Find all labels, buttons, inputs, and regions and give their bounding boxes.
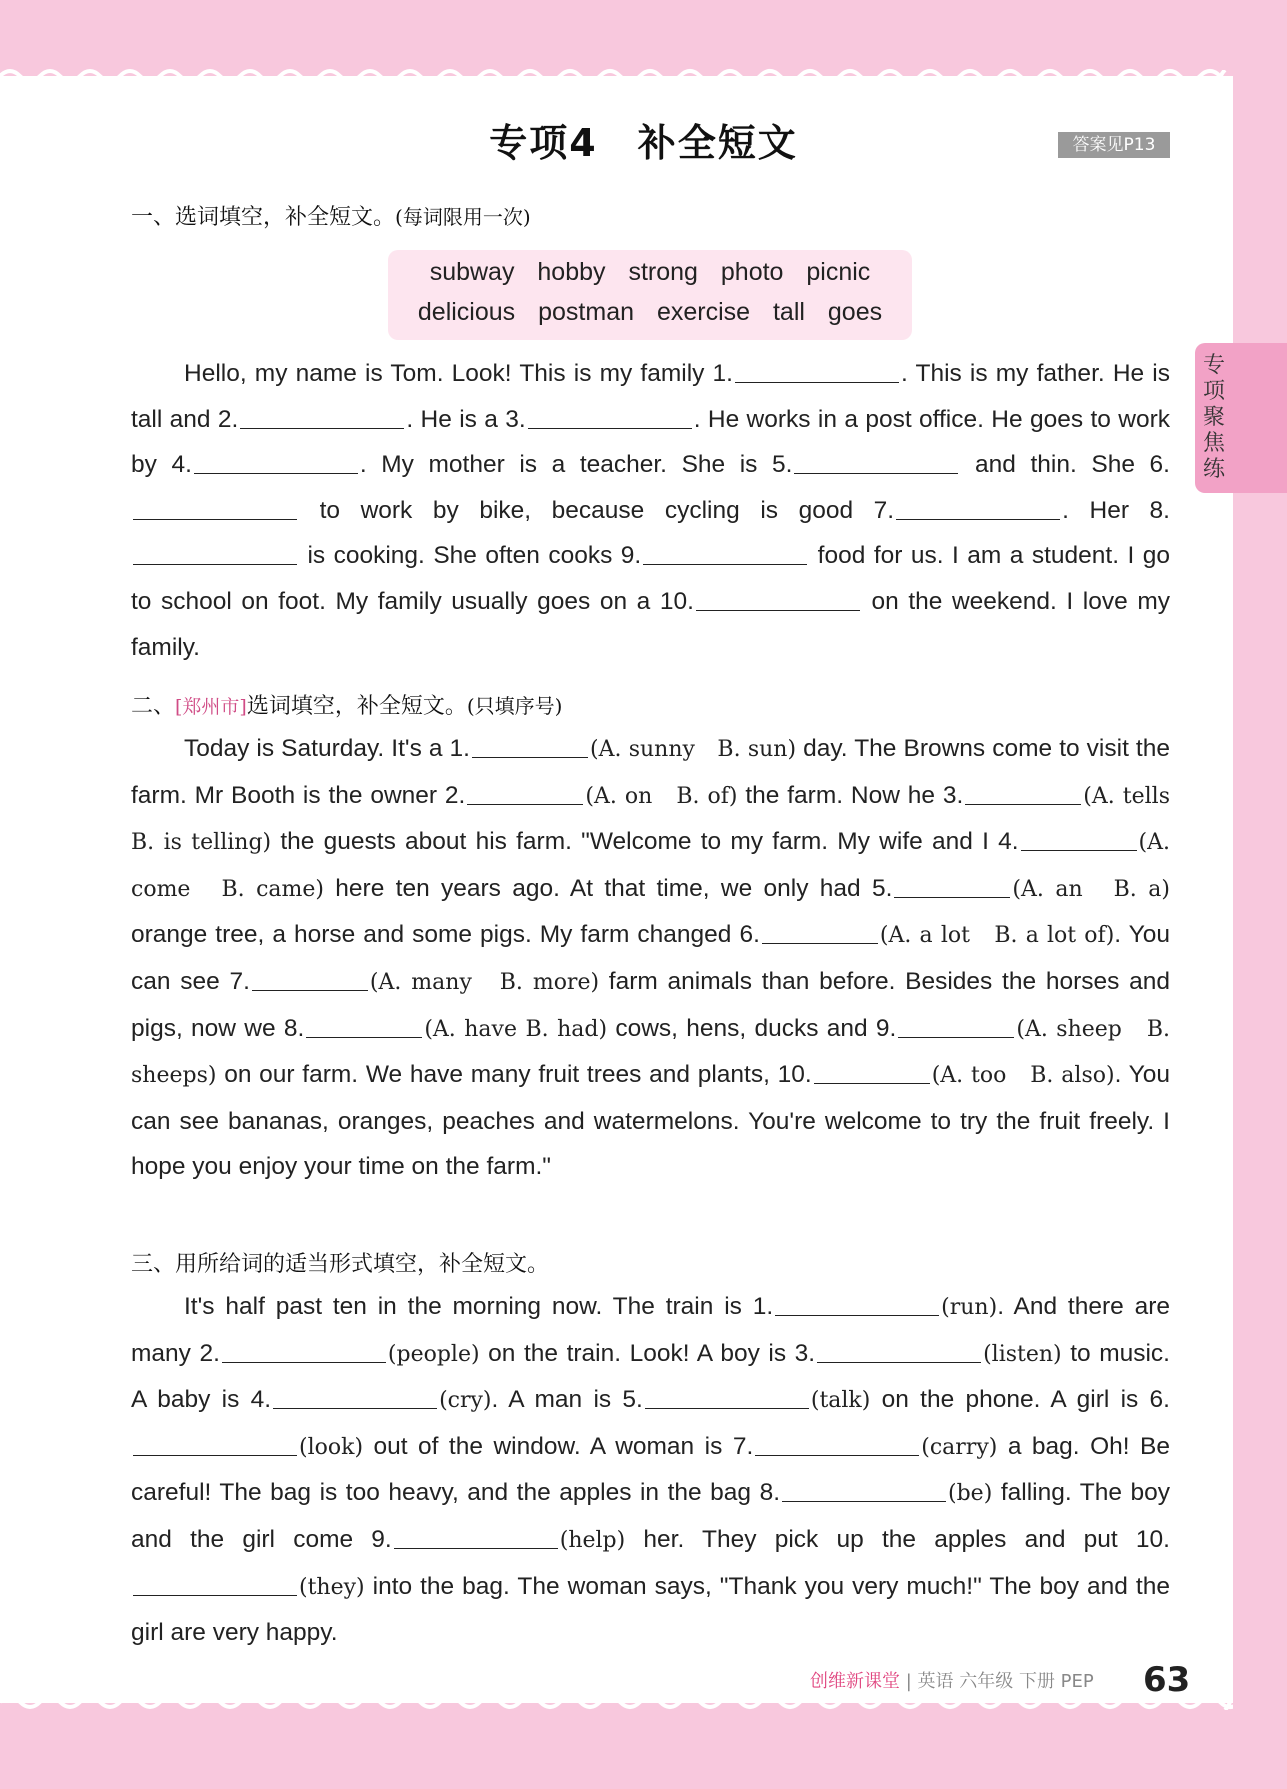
- page-number: 63: [1143, 1660, 1191, 1700]
- answer-blank[interactable]: [133, 1569, 297, 1596]
- answer-blank[interactable]: [273, 1382, 437, 1409]
- section2-passage: Today is Saturday. It's a 1. (A. sunny B. sun) day. The Browns come to visit the farm. Mr Booth is the owner 2. (A. on B. of) the farm. Now he 3. (A. tells B. is telling) the guests about his farm. "Welcome to my farm. My wife and I 4. (A. come B. came) here ten years ago. At that time, we only had 5. (A. an B. a) orange tree, a horse and some pigs. My farm changed 6. (A. a lot B. a lot of). You can see 7. (A. many B. more) farm animals than before. Besides the horses and pigs, now we 8. (A. have B. had) cows, hens, ducks and 9. (A. sheep B. sheeps) on our farm. We have many fruit trees and plants, 10. (A. too B. also). You can see bananas, oranges, peaches and watermelons. You're welcome to try the fruit freely. I hope you enjoy your time on the farm.": [131, 726, 1170, 1190]
- answer-blank[interactable]: [735, 356, 899, 383]
- word-bank-row-2: delicious postman exercise tall goes: [417, 298, 883, 326]
- section3-passage: It's half past ten in the morning now. The train is 1. (run). And there are many 2. (people) on the train. Look! A boy is 3. (listen) to music. A baby is 4. (cry). A man is 5. (talk) on the phone. A girl is 6.(look) out of the window. A woman is 7. (carry) a bag. Oh! Be careful! The bag is too heavy, and the apples in the bag 8. (be) falling. The boy and the girl come 9. (help) her. They pick up the apples and put 10.(they) into the bag. The woman says, "Thank you very much!" The boy and the girl are very happy.: [131, 1284, 1170, 1656]
- word-bank-row-1: subway hobby strong photo picnic: [429, 258, 871, 286]
- answer-blank[interactable]: [645, 1382, 809, 1409]
- answer-blank[interactable]: [306, 1011, 422, 1038]
- answer-blank[interactable]: [696, 584, 860, 611]
- answer-blank[interactable]: [896, 493, 1060, 520]
- page-title: 专项4 补全短文: [489, 121, 798, 165]
- answer-blank[interactable]: [252, 964, 368, 991]
- answer-blank[interactable]: [467, 778, 583, 805]
- section1-passage: Hello, my name is Tom. Look! This is my family 1. . This is my father. He is tall and 2. . He is a 3. . He works in a post office. He goes to work by 4. . My mother is a teacher. She is 5. and thin. She 6. to work by bike, because cycling is good 7. . Her 8. is cooking. She often cooks 9. food for us. I am a student. I go to school on foot. My family usually goes on a 10. on the weekend. I love my family.: [131, 351, 1170, 670]
- answer-blank[interactable]: [133, 493, 297, 520]
- answer-blank[interactable]: [194, 447, 358, 474]
- answer-blank[interactable]: [222, 1336, 386, 1363]
- word-bank: [388, 250, 912, 340]
- answer-blank[interactable]: [394, 1522, 558, 1549]
- answer-blank[interactable]: [1021, 824, 1137, 851]
- answer-blank[interactable]: [133, 539, 297, 566]
- footer-course-info: | 英语 六年级 下册 PEP: [900, 1671, 1094, 1692]
- answer-blank[interactable]: [755, 1429, 919, 1456]
- answer-blank[interactable]: [528, 402, 692, 429]
- answer-blank[interactable]: [814, 1057, 930, 1084]
- answer-blank[interactable]: [782, 1476, 946, 1503]
- answer-blank[interactable]: [898, 1011, 1014, 1038]
- section1-heading-text: 一、选词填空，补全短文。: [131, 205, 396, 230]
- section2-note: (只填序号): [466, 694, 563, 718]
- footer-brand: 创维新课堂: [810, 1671, 900, 1692]
- answer-blank[interactable]: [817, 1336, 981, 1363]
- answer-blank[interactable]: [775, 1289, 939, 1316]
- section2-heading: 二、[郑州市]选词填空，补全短文。(只填序号): [131, 694, 563, 719]
- section1-note: (每词限用一次): [395, 205, 531, 229]
- answer-blank[interactable]: [472, 731, 588, 758]
- answer-blank[interactable]: [965, 778, 1081, 805]
- answer-reference-badge: 答案见P13: [1058, 132, 1170, 158]
- section1-heading: [131, 200, 531, 231]
- footer-info: [810, 1667, 1094, 1693]
- answer-blank[interactable]: [794, 447, 958, 474]
- section3-heading: 三、用所给词的适当形式填空，补全短文。: [131, 1252, 550, 1277]
- answer-blank[interactable]: [762, 918, 878, 945]
- side-tab: [1195, 343, 1287, 493]
- answer-blank[interactable]: [643, 539, 807, 566]
- region-tag: [郑州市]: [175, 696, 247, 718]
- answer-blank[interactable]: [894, 871, 1010, 898]
- answer-blank[interactable]: [133, 1429, 297, 1456]
- answer-blank[interactable]: [240, 402, 404, 429]
- side-tab-label: 专项聚焦练: [1203, 353, 1226, 482]
